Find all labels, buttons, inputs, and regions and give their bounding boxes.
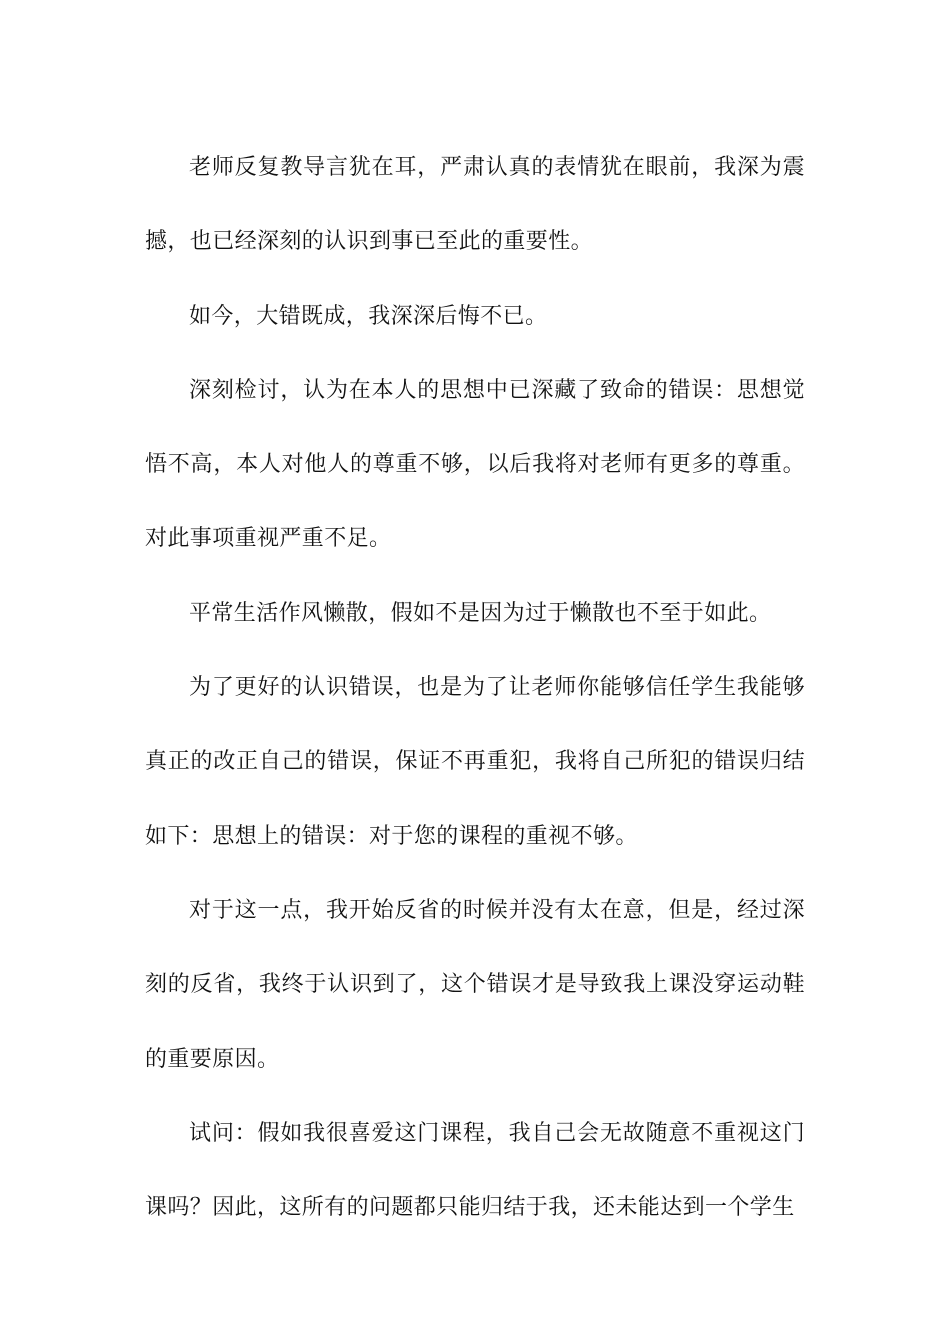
paragraph: 为了更好的认识错误，也是为了让老师你能够信任学生我能够真正的改正自己的错误，保证不再重犯，我将自己所犯的错误归结如下：思想上的错误：对于您的课程的重视不够。 [145, 675, 805, 849]
paragraph: 深刻检讨，认为在本人的思想中已深藏了致命的错误：思想觉悟不高，本人对他人的尊重不够，以后我将对老师有更多的尊重。对此事项重视严重不足。 [145, 377, 805, 552]
paragraph: 对于这一点，我开始反省的时候并没有太在意，但是，经过深刻的反省，我终于认识到了，这个错误才是导致我上课没穿运动鞋的重要原因。 [145, 897, 805, 1072]
paragraph: 平常生活作风懒散，假如不是因为过于懒散也不至于如此。 [189, 600, 772, 626]
document-body [145, 131, 805, 1245]
paragraph: 试问：假如我很喜爱这门课程，我自己会无故随意不重视这门课吗？因此，这所有的问题都只能归结于我，还未能达到一个学生 [145, 1120, 805, 1221]
paragraph: 如今，大错既成，我深深后悔不已。 [189, 303, 548, 329]
paragraph: 老师反复教导言犹在耳，严肃认真的表情犹在眼前，我深为震撼，也已经深刻的认识到事已至此的重要性。 [145, 155, 805, 255]
